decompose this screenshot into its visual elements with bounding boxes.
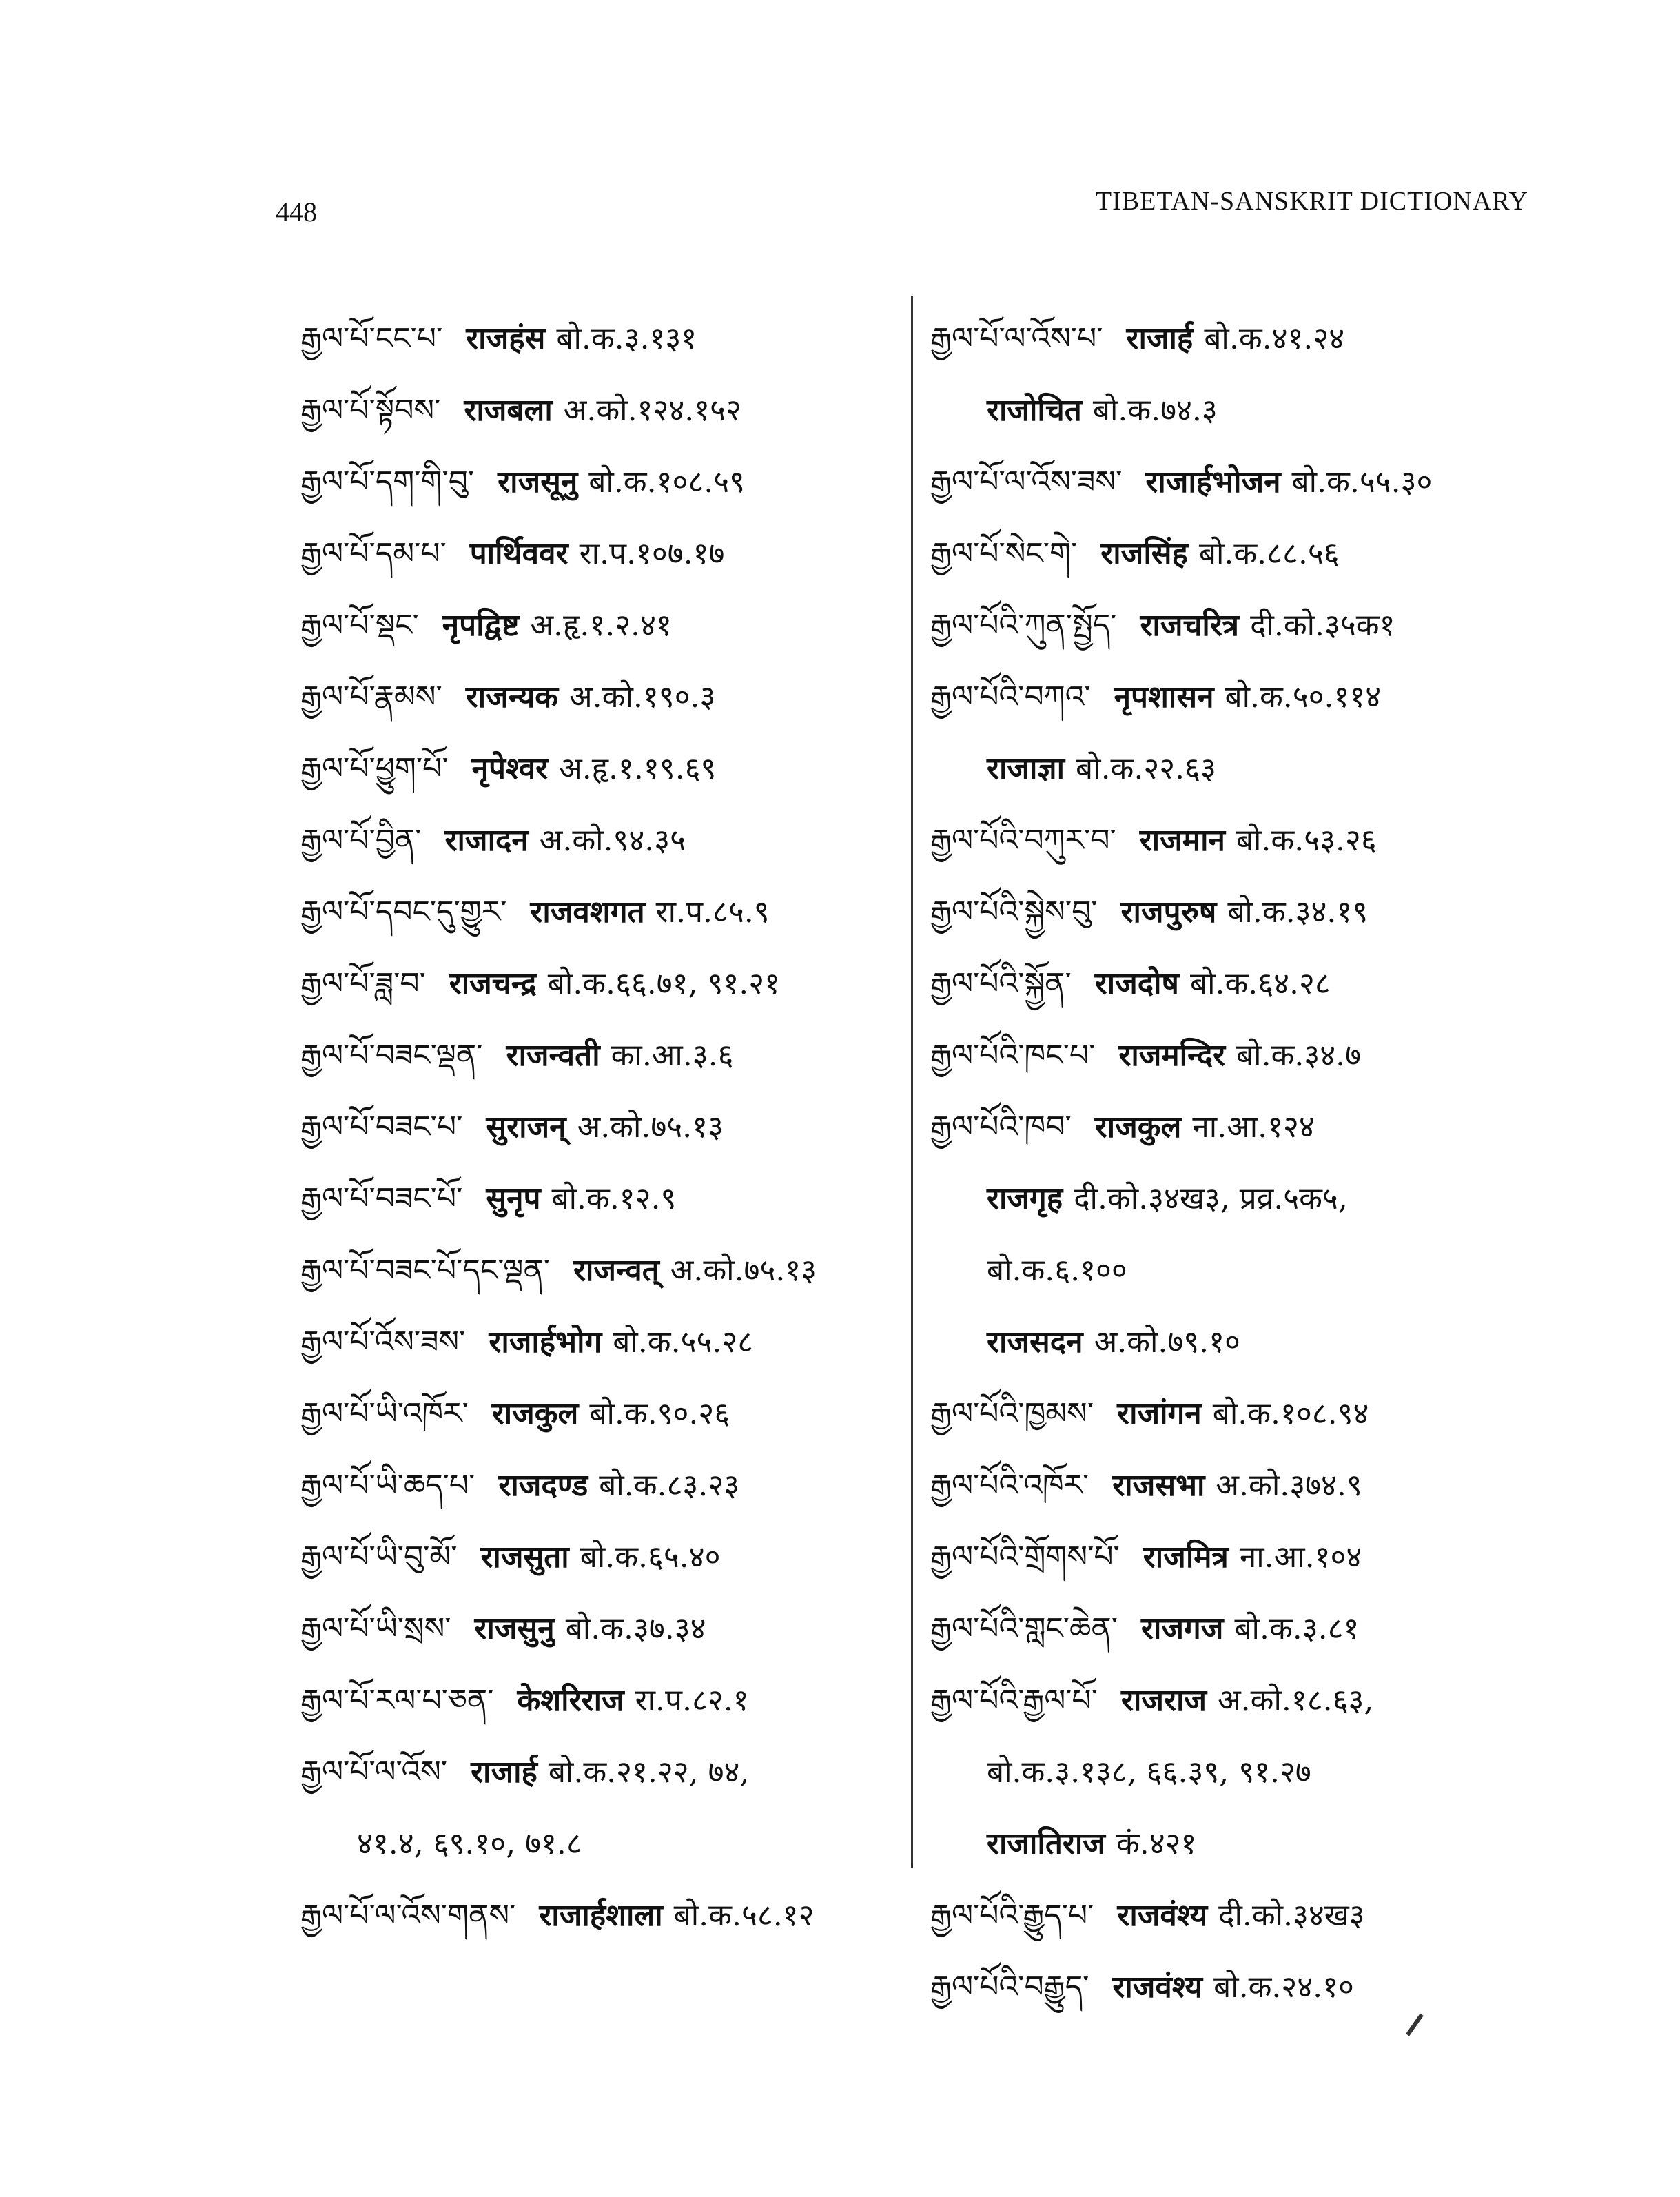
tibetan-headword: རྒྱལ་པོ་ཕྱུག་པོ་: [300, 751, 449, 786]
dictionary-entry: [300, 948, 921, 1020]
tibetan-headword: རྒྱལ་པོའི་ཁང་པ་: [930, 1038, 1096, 1073]
source-reference: अ.हृ.१.१९.६९: [559, 751, 717, 786]
source-reference: बो.क.८३.२३: [599, 1468, 739, 1503]
dictionary-entry: [930, 948, 1550, 1020]
source-reference: बो.क.१०८.५९: [588, 464, 745, 500]
tibetan-headword: རྒྱལ་པོ་རྣམས་: [300, 679, 442, 715]
dictionary-entry: [300, 1163, 921, 1235]
source-reference: दी.को.३४ख३: [1218, 1898, 1365, 1933]
sanskrit-equivalent: राजादन: [444, 823, 529, 858]
entry-continuation: [300, 1808, 921, 1880]
source-reference: अ.को.७५.१३: [577, 1110, 724, 1145]
source-reference: रा.प.८२.१: [635, 1683, 749, 1718]
source-reference: बो.क.१२.९: [551, 1181, 677, 1216]
sanskrit-equivalent: राजराज: [1120, 1683, 1207, 1718]
sanskrit-equivalent: नृपशासन: [1114, 679, 1214, 715]
tibetan-headword: རྒྱལ་པོའི་བརྒྱུད་: [930, 1970, 1089, 2005]
tibetan-headword: རྒྱལ་པོ་བྱིན་: [300, 823, 422, 858]
source-reference: बो.क.३.८१: [1234, 1611, 1360, 1646]
tibetan-headword: རྒྱལ་པོ་སྡང་: [300, 608, 419, 643]
tibetan-headword: རྒྱལ་པོ་ལ་འོས་: [300, 1755, 448, 1790]
source-reference: बो.क.३.१३८, ६६.३९, ९१.२७: [987, 1755, 1311, 1790]
dictionary-entry: [300, 877, 921, 948]
tibetan-headword: རྒྱལ་པོའི་སྐྱོན་: [930, 966, 1072, 1001]
source-reference: अ.को.१८.६३,: [1218, 1683, 1374, 1718]
left-column: [300, 303, 921, 1952]
source-reference: बो.क.३७.३४: [565, 1611, 706, 1646]
dictionary-entry: [930, 1952, 1550, 2023]
source-reference: अ.को.१२४.१५२: [563, 393, 741, 428]
dictionary-entry: [300, 733, 921, 805]
sanskrit-equivalent: राजार्हभोग: [489, 1325, 602, 1360]
source-reference: ना.आ.१०४: [1239, 1540, 1362, 1575]
source-reference: बो.क.६४.२८: [1189, 966, 1331, 1001]
source-reference: बो.क.३४.७: [1236, 1038, 1361, 1073]
dictionary-entry: [300, 1235, 921, 1307]
sanskrit-equivalent: राजसुनु: [474, 1611, 555, 1646]
tibetan-headword: རྒྱལ་པོ་ཡི་ཆད་པ་: [300, 1468, 475, 1503]
entry-continuation: [930, 1808, 1550, 1880]
tibetan-headword: རྒྱལ་པོ་ཡི་སྲས་: [300, 1611, 451, 1646]
sanskrit-equivalent: पार्थिववर: [469, 536, 568, 571]
dictionary-entry: [930, 303, 1550, 375]
sanskrit-equivalent: राजमन्दिर: [1118, 1038, 1226, 1073]
source-reference: बो.क.५८.१२: [673, 1898, 815, 1933]
source-reference: बो.क.८८.५६: [1198, 536, 1340, 571]
tibetan-headword: རྒྱལ་པོ་སྟོབས་: [300, 393, 441, 428]
dictionary-entry: [930, 662, 1550, 733]
source-reference: बो.क.१०८.९४: [1212, 1396, 1369, 1431]
tibetan-headword: རྒྱལ་པོ་ཟླ་བ་: [300, 966, 426, 1001]
sanskrit-equivalent: राजन्वत्: [573, 1253, 659, 1288]
source-reference: बो.क.३.१३१: [556, 321, 697, 356]
tibetan-headword: རྒྱལ་པོ་ཡི་འཁོར་: [300, 1396, 469, 1431]
tibetan-headword: རྒྱལ་པོའི་ཁབ་: [930, 1110, 1072, 1145]
source-reference: ४१.४, ६९.१०, ७१.८: [357, 1826, 582, 1861]
tibetan-headword: རྒྱལ་པོ་དག་གི་བུ་: [300, 464, 475, 500]
source-reference: बो.क.२२.६३: [1076, 751, 1216, 786]
sanskrit-equivalent: राजसुता: [480, 1540, 569, 1575]
dictionary-entry: [930, 518, 1550, 590]
dictionary-entry: [300, 303, 921, 375]
sanskrit-equivalent: राजांगन: [1117, 1396, 1202, 1431]
source-reference: बो.क.६५.४०: [580, 1540, 721, 1575]
dictionary-entry: [300, 1450, 921, 1522]
source-reference: रा.प.८५.९: [655, 895, 770, 930]
tibetan-headword: རྒྱལ་པོའི་གྲོགས་པོ་: [930, 1540, 1120, 1575]
right-column: [930, 303, 1550, 2023]
sanskrit-equivalent: राजवशगत: [530, 895, 645, 930]
sanskrit-equivalent: राजन्यक: [465, 679, 559, 715]
source-reference: बो.क.५५.३०: [1291, 464, 1433, 500]
dictionary-entry: [300, 1092, 921, 1163]
entry-continuation: [930, 1235, 1550, 1307]
sanskrit-equivalent: राजमित्र: [1143, 1540, 1229, 1575]
tibetan-headword: རྒྱལ་པོ་འོས་ཟས་: [300, 1325, 466, 1360]
dictionary-entry: [930, 1880, 1550, 1952]
tibetan-headword: རྒྱལ་པོའི་རྒྱལ་པོ་: [930, 1683, 1098, 1718]
sanskrit-equivalent: राजाज्ञा: [987, 751, 1065, 786]
source-reference: बो.क.५५.२८: [613, 1325, 754, 1360]
source-reference: दी.को.३४ख३, प्रव्र.५क५,: [1074, 1181, 1348, 1216]
dictionary-entry: [930, 805, 1550, 877]
tibetan-headword: རྒྱལ་པོ་བཟང་པོ་དང་ལྡན་: [300, 1253, 551, 1288]
dictionary-entry: [300, 1737, 921, 1808]
dictionary-entry: [300, 447, 921, 518]
dictionary-entry: [930, 1378, 1550, 1450]
sanskrit-equivalent: सुनृप: [486, 1181, 541, 1216]
sanskrit-equivalent: राजवंश्य: [1112, 1970, 1203, 2005]
tibetan-headword: རྒྱལ་པོའི་བཀུར་བ་: [930, 823, 1116, 858]
running-head: TIBETAN-SANSKRIT DICTIONARY: [1095, 187, 1528, 216]
tibetan-headword: རྒྱལ་པོའི་ཀུན་སྤྱོད་: [930, 608, 1117, 643]
tibetan-headword: རྒྱལ་པོ་དམ་པ་: [300, 536, 447, 571]
dictionary-entry: [930, 1665, 1550, 1737]
dictionary-entry: [300, 1020, 921, 1092]
source-reference: बो.क.६.१००: [987, 1253, 1127, 1288]
sanskrit-equivalent: नृपेश्वर: [471, 751, 549, 786]
sanskrit-equivalent: राजपुरुष: [1120, 895, 1217, 930]
tibetan-headword: རྒྱལ་པོ་ངང་པ་: [300, 321, 443, 356]
entry-continuation: [930, 733, 1550, 805]
dictionary-entry: [300, 1665, 921, 1737]
tibetan-headword: རྒྱལ་པོ་བཟང་པོ་: [300, 1181, 463, 1216]
source-reference: रा.प.१०७.१७: [579, 536, 725, 571]
sanskrit-equivalent: राजार्ह: [471, 1755, 537, 1790]
tibetan-headword: རྒྱལ་པོའི་བཀའ་: [930, 679, 1091, 715]
tibetan-headword: རྒྱལ་པོའི་འཁོར་: [930, 1468, 1089, 1503]
source-reference: बो.क.५०.११४: [1225, 679, 1382, 715]
sanskrit-equivalent: राजमान: [1139, 823, 1225, 858]
page-number: 448: [276, 196, 317, 227]
dictionary-entry: [930, 1092, 1550, 1163]
dictionary-entry: [300, 1880, 921, 1952]
tibetan-headword: རྒྱལ་པོའི་རྒྱུད་པ་: [930, 1898, 1094, 1933]
tibetan-headword: རྒྱལ་པོ་ལ་འོས་པ་: [930, 321, 1103, 356]
tibetan-headword: རྒྱལ་པོ་བཟང་ལྡན་: [300, 1038, 483, 1073]
source-reference: बो.क.२४.१०: [1213, 1970, 1354, 2005]
sanskrit-equivalent: राजवंश्य: [1117, 1898, 1208, 1933]
source-reference: अ.को.७५.१३: [670, 1253, 817, 1288]
sanskrit-equivalent: राजार्हभोजन: [1145, 464, 1281, 500]
tibetan-headword: རྒྱལ་པོའི་ཁྱམས་: [930, 1396, 1094, 1431]
dictionary-entry: [300, 1378, 921, 1450]
tibetan-headword: རྒྱལ་པོའི་གླང་ཆེན་: [930, 1611, 1118, 1646]
dictionary-entry: [300, 1593, 921, 1665]
sanskrit-equivalent: राजसिंह: [1100, 536, 1188, 571]
source-reference: बो.क.६६.७१, ९१.२१: [547, 966, 780, 1001]
sanskrit-equivalent: राजकुल: [491, 1396, 579, 1431]
entry-continuation: [930, 375, 1550, 447]
dictionary-entry: [930, 590, 1550, 662]
sanskrit-equivalent: राजचरित्र: [1140, 608, 1240, 643]
sanskrit-equivalent: राजसदन: [987, 1325, 1083, 1360]
entry-continuation: [930, 1163, 1550, 1235]
tibetan-headword: རྒྱལ་པོ་སེང་གེ་: [930, 536, 1078, 571]
tibetan-headword: རྒྱལ་པོ་རལ་པ་ཅན་: [300, 1683, 494, 1718]
tibetan-headword: རྒྱལ་པོ་ཡི་བུ་མོ་: [300, 1540, 458, 1575]
sanskrit-equivalent: राजगज: [1140, 1611, 1224, 1646]
sanskrit-equivalent: सुराजन्: [486, 1110, 566, 1145]
dictionary-entry: [300, 1522, 921, 1593]
source-reference: दी.को.३५क१: [1250, 608, 1395, 643]
dictionary-entry: [300, 375, 921, 447]
column-divider: [911, 296, 913, 1868]
sanskrit-equivalent: राजन्वती: [506, 1038, 600, 1073]
dictionary-entry: [300, 805, 921, 877]
source-reference: अ.को.३७४.९: [1216, 1468, 1362, 1503]
source-reference: का.आ.३.६: [611, 1038, 734, 1073]
sanskrit-equivalent: राजगृह: [987, 1181, 1063, 1216]
source-reference: कं.४२१: [1116, 1826, 1197, 1861]
dictionary-entry: [930, 1020, 1550, 1092]
source-reference: बो.क.४१.२४: [1204, 321, 1345, 356]
source-reference: बो.क.३४.१९: [1227, 895, 1369, 930]
sanskrit-equivalent: राजचन्द्र: [449, 966, 537, 1001]
sanskrit-equivalent: राजोचित: [987, 393, 1082, 428]
source-reference: बो.क.७४.३: [1092, 393, 1218, 428]
tibetan-headword: རྒྱལ་པོ་དབང་དུ་གྱུར་: [300, 895, 507, 930]
dictionary-entry: [930, 877, 1550, 948]
source-reference: अ.हृ.१.२.४१: [530, 608, 672, 643]
dictionary-entry: [300, 590, 921, 662]
sanskrit-equivalent: राजसभा: [1112, 1468, 1205, 1503]
tibetan-headword: རྒྱལ་པོ་ལ་འོས་ཟས་: [930, 464, 1123, 500]
sanskrit-equivalent: राजार्हशाला: [539, 1898, 663, 1933]
dictionary-entry: [930, 447, 1550, 518]
dictionary-entry: [300, 518, 921, 590]
tibetan-headword: རྒྱལ་པོ་ལ་འོས་གནས་: [300, 1898, 516, 1933]
dictionary-entry: [300, 1307, 921, 1378]
sanskrit-equivalent: राजसूनु: [498, 464, 578, 500]
sanskrit-equivalent: राजबला: [464, 393, 553, 428]
source-reference: ना.आ.१२४: [1192, 1110, 1315, 1145]
source-reference: बो.क.५३.२६: [1236, 823, 1377, 858]
dictionary-entry: [930, 1522, 1550, 1593]
entry-continuation: [930, 1737, 1550, 1808]
entry-continuation: [930, 1307, 1550, 1378]
sanskrit-equivalent: राजदोष: [1094, 966, 1179, 1001]
sanskrit-equivalent: केशरिराज: [517, 1683, 624, 1718]
source-reference: बो.क.२१.२२, ७४,: [548, 1755, 750, 1790]
sanskrit-equivalent: राजदण्ड: [498, 1468, 588, 1503]
sanskrit-equivalent: राजातिराज: [987, 1826, 1105, 1861]
sanskrit-equivalent: राजहंस: [466, 321, 546, 356]
source-reference: अ.को.७९.१०: [1094, 1325, 1240, 1360]
sanskrit-equivalent: नृपद्विष्ट: [442, 608, 520, 643]
tibetan-headword: རྒྱལ་པོའི་སྐྱེས་བུ་: [930, 895, 1098, 930]
dictionary-entry: [300, 662, 921, 733]
source-reference: अ.को.१९०.३: [569, 679, 716, 715]
dictionary-entry: [930, 1450, 1550, 1522]
dictionary-entry: [930, 1593, 1550, 1665]
sanskrit-equivalent: राजकुल: [1094, 1110, 1182, 1145]
source-reference: अ.को.९४.३५: [539, 823, 686, 858]
source-reference: बो.क.९०.२६: [589, 1396, 730, 1431]
sanskrit-equivalent: राजार्ह: [1126, 321, 1194, 356]
tibetan-headword: རྒྱལ་པོ་བཟང་པ་: [300, 1110, 463, 1145]
